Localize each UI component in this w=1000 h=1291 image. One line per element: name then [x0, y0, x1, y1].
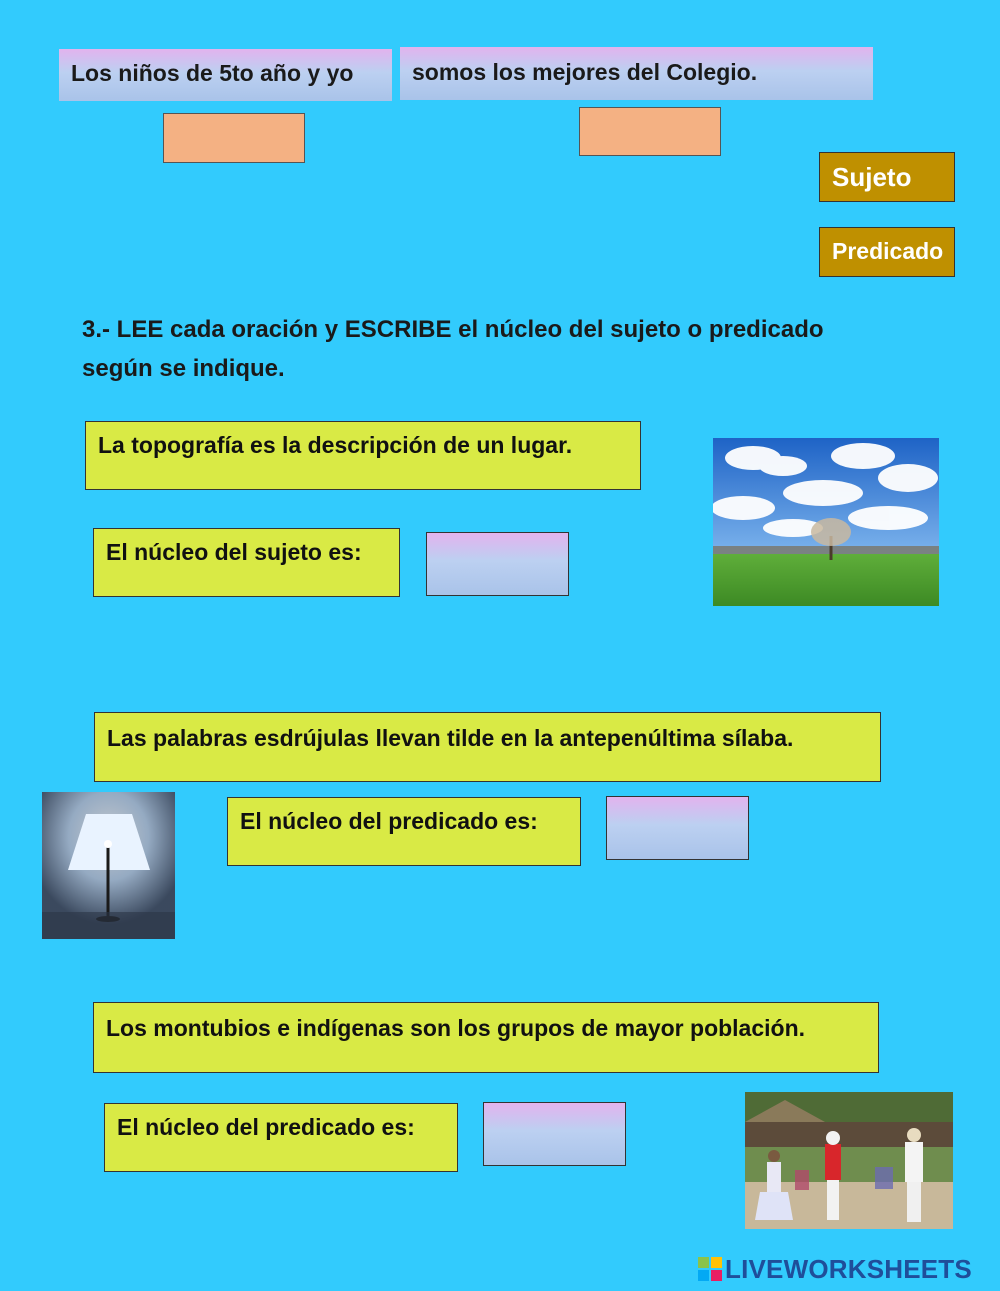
sentence-box-3 — [93, 1002, 879, 1073]
predicate-phrase-card[interactable] — [400, 47, 873, 100]
sentence-box-2 — [94, 712, 881, 782]
predicate-phrase-text: somos los mejores del Colegio. — [412, 59, 758, 85]
sentence-1-text: La topografía es la descripción de un lugar. — [98, 432, 573, 458]
lamp-image — [42, 792, 175, 939]
liveworksheets-brand-text: LIVEWORKSHEETS — [725, 1254, 972, 1284]
sentence-3-text: Los montubios e indígenas son los grupos de mayor población. — [106, 1015, 806, 1041]
prompt-box-2 — [227, 797, 581, 866]
predicado-tag[interactable] — [819, 227, 955, 277]
answer-field-3[interactable] — [483, 1102, 626, 1166]
sujeto-tag-label: Sujeto — [832, 162, 912, 192]
answer-input-1[interactable] — [427, 533, 568, 595]
answer-field-1[interactable] — [426, 532, 569, 596]
sentence-box-1 — [85, 421, 641, 490]
prompt-1-text: El núcleo del sujeto es: — [106, 539, 362, 565]
instruction-line-1: 3.- LEE cada oración y ESCRIBE el núcleo del sujeto o predicado — [82, 316, 824, 343]
answer-input-2[interactable] — [607, 797, 748, 859]
instruction — [82, 310, 942, 388]
instruction-line-2: según se indique. — [82, 355, 285, 382]
landscape-image — [713, 438, 939, 606]
answer-field-2[interactable] — [606, 796, 749, 860]
sujeto-tag[interactable] — [819, 152, 955, 202]
drop-target-predicate[interactable] — [579, 107, 721, 156]
predicado-tag-label: Predicado — [832, 238, 944, 264]
dancers-image — [745, 1092, 953, 1229]
prompt-3-text: El núcleo del predicado es: — [117, 1114, 415, 1140]
prompt-box-3 — [104, 1103, 458, 1172]
sentence-2-text: Las palabras esdrújulas llevan tilde en la antepenúltima sílaba. — [107, 725, 794, 751]
prompt-2-text: El núcleo del predicado es: — [240, 808, 538, 834]
liveworksheets-logo — [698, 1254, 972, 1285]
liveworksheets-logo-icon — [698, 1257, 722, 1281]
answer-input-3[interactable] — [484, 1103, 625, 1165]
subject-phrase-card[interactable] — [59, 49, 392, 101]
drop-target-subject[interactable] — [163, 113, 305, 163]
prompt-box-1 — [93, 528, 400, 597]
subject-phrase-text: Los niños de 5to año y yo — [71, 60, 354, 86]
